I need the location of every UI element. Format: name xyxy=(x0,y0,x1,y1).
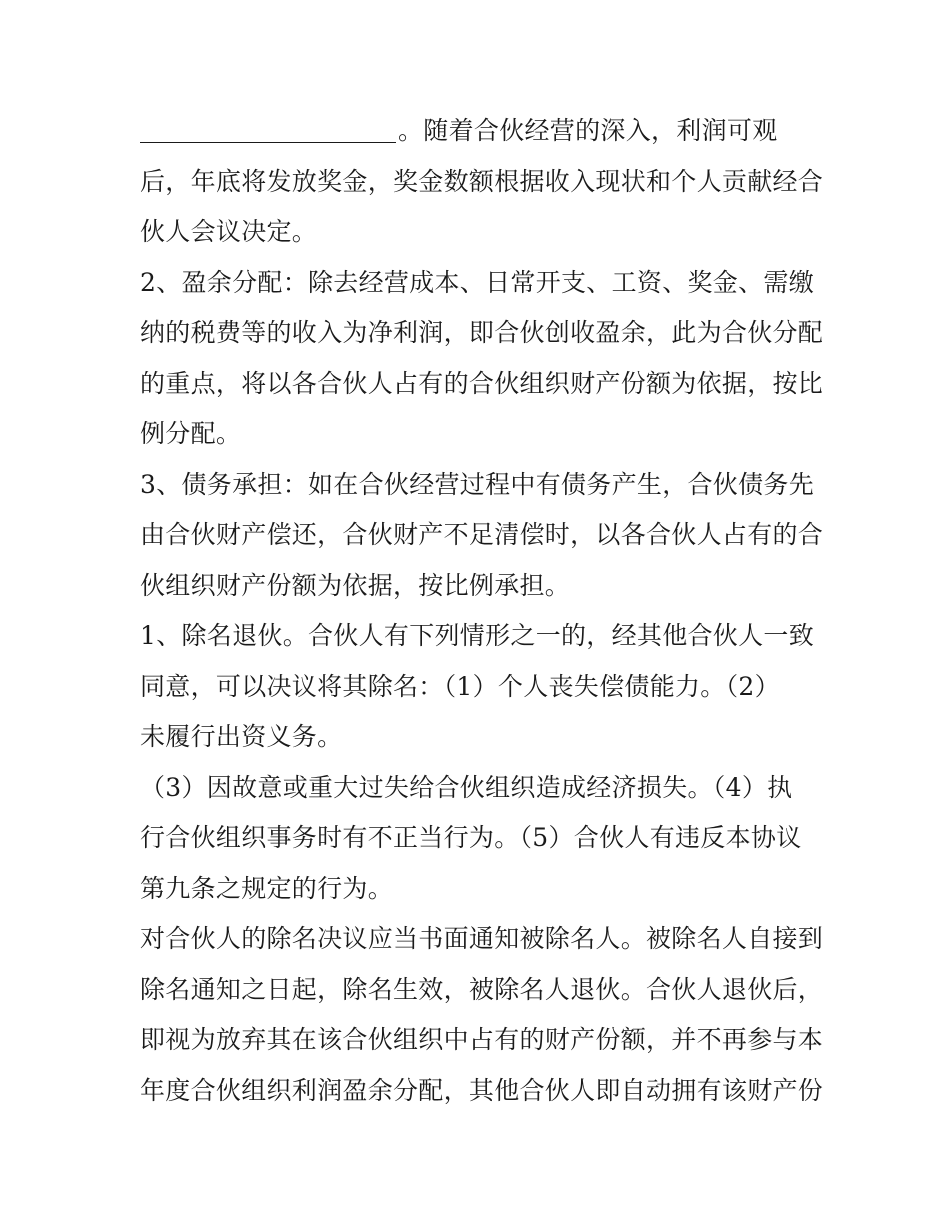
text-line-14: （3）因故意或重大过失给合伙组织造成经济损失。（4）执 xyxy=(140,772,793,802)
text-line-11: 1、除名退伙。合伙人有下列情形之一的，经其他合伙人一致 xyxy=(140,621,815,650)
text-line-16: 第九条之规定的行为。 xyxy=(140,873,394,903)
text-line-5: 纳的税费等的收入为净利润，即合伙创收盈余，此为合伙分配 xyxy=(140,318,824,347)
text-line-7: 例分配。 xyxy=(140,419,242,448)
text-line-15: 行合伙组织事务时有不正当行为。（5）合伙人有违反本协议 xyxy=(140,823,802,852)
text-line-3: 伙人会议决定。 xyxy=(140,217,318,246)
text-line-9: 由合伙财产偿还，合伙财产不足清偿时，以各合伙人占有的合 xyxy=(140,520,824,549)
text-line-1 xyxy=(140,106,820,157)
text-line-4: 2、盈余分配：除去经营成本、日常开支、工资、奖金、需缴 xyxy=(140,267,815,297)
text-line-8: 3、债务承担：如在合伙经营过程中有债务产生，合伙债务先 xyxy=(140,469,815,499)
first-line-text: 。随着合伙经营的深入，利润可观 xyxy=(398,116,778,145)
text-line-18: 除名通知之日起，除名生效，被除名人退伙。合伙人退伙后， xyxy=(140,974,824,1004)
text-line-17: 对合伙人的除名决议应当书面通知被除名人。被除名人自接到 xyxy=(140,924,824,953)
text-line-12: 同意，可以决议将其除名：（1）个人丧失偿债能力。（2） xyxy=(140,671,780,701)
text-line-6: 的重点，将以各合伙人占有的合伙组织财产份额为依据，按比 xyxy=(140,368,824,398)
text-line-13: 未履行出资义务。 xyxy=(140,722,343,751)
text-line-2: 后，年底将发放奖金，奖金数额根据收入现状和个人贡献经合 xyxy=(140,166,824,196)
text-line-10: 伙组织财产份额为依据，按比例承担。 xyxy=(140,570,571,600)
fill-in-blank xyxy=(140,118,396,143)
text-line-20: 年度合伙组织利润盈余分配，其他合伙人即自动拥有该财产份 xyxy=(140,1075,824,1105)
text-line-19: 即视为放弃其在该合伙组织中占有的财产份额，并不再参与本 xyxy=(140,1025,824,1054)
document-body xyxy=(140,106,824,1116)
